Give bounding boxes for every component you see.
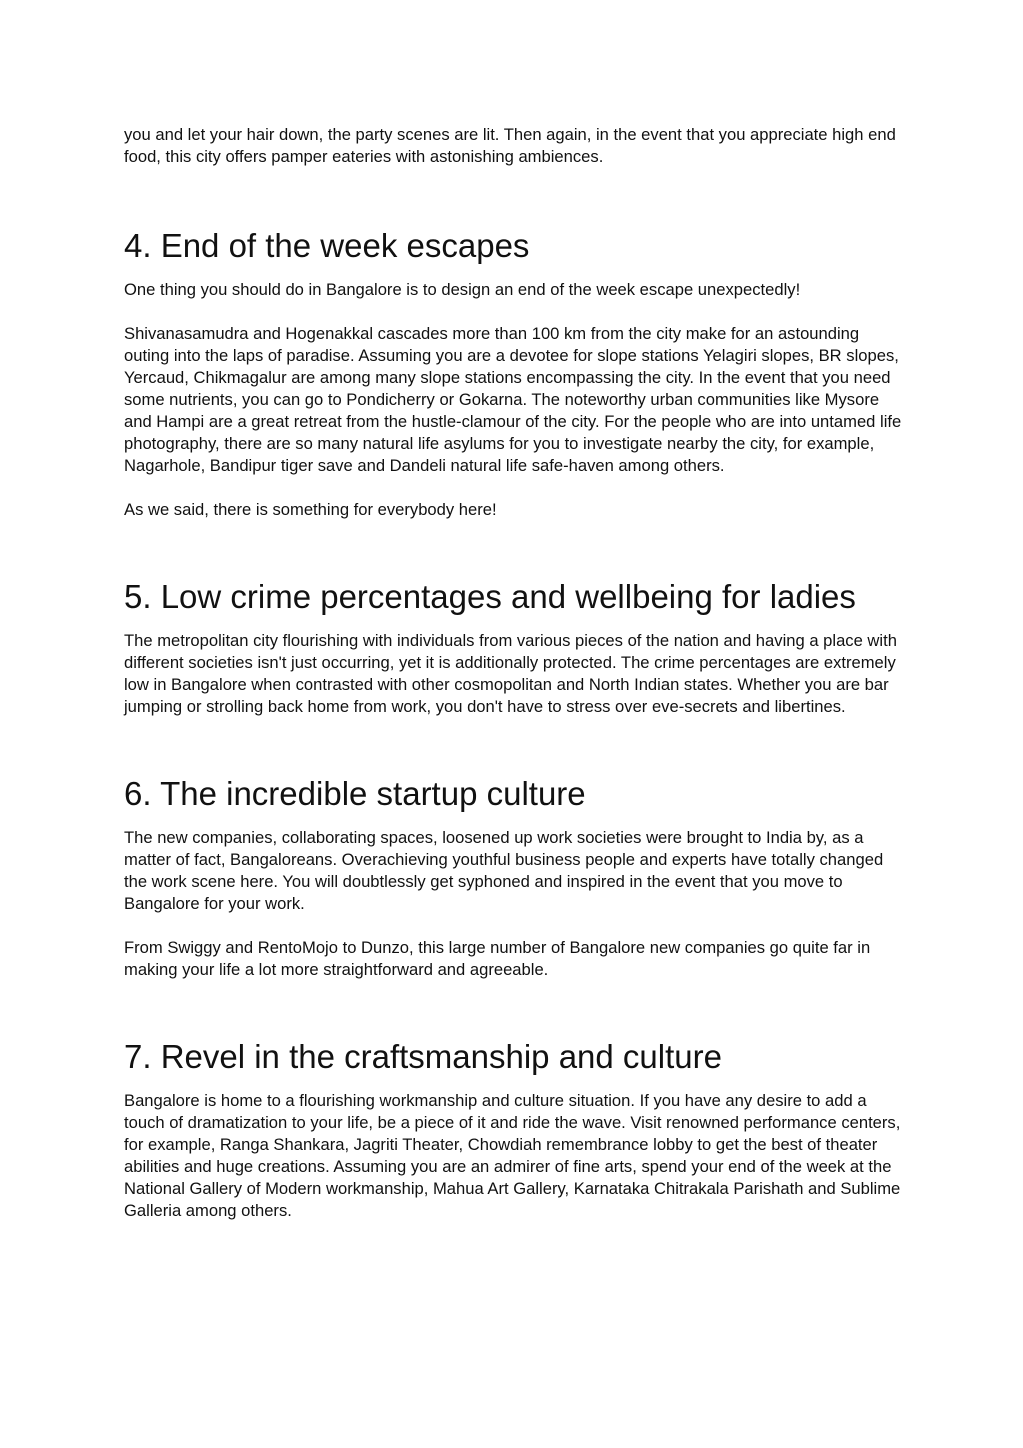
document-page [124,124,904,1222]
section-paragraph: Shivanasamudra and Hogenakkal cascades more than 100 km from the city make for an astounding outing into the laps of paradise. Assuming you are a devotee for slope stations Yelagiri slopes, BR slopes, Yercaud, Chikmagalur are among many slope stations encompassing the city. In the event that you need some nutrients, you can go to Pondicherry or Gokarna. The noteworthy urban communities like Mysore and Hampi are a great retreat from the hustle-clamour of the city. For the people who are into untamed life photography, there are so many natural life asylums for you to investigate nearby the city, for example, Nagarhole, Bandipur tiger save and Dandeli natural life safe-haven among others. [124,324,902,475]
section-paragraph: From Swiggy and RentoMojo to Dunzo, this large number of Bangalore new companies go quite far in making your life a lot more straightforward and agreeable. [124,938,871,979]
section-paragraph: As we said, there is something for everybody here! [124,500,497,519]
section-paragraph: The new companies, collaborating spaces, loosened up work societies were brought to India by, as a matter of fact, Bangaloreans. Overachieving youthful business people and experts have totally changed the work scene here. You will doubtlessly get syphoned and inspired in the event that you move to Bangalore for your work. [124,828,884,913]
intro-paragraph: you and let your hair down, the party scenes are lit. Then again, in the event that you appreciate high end food, this city offers pamper eateries with astonishing ambiences. [124,125,896,166]
section-craftsmanship-culture [124,1037,904,1222]
section-weekend-escapes [124,226,904,521]
section-startup-culture [124,774,904,981]
section-low-crime [124,577,904,718]
section-paragraph: One thing you should do in Bangalore is to design an end of the week escape unexpectedly! [124,280,801,299]
section-heading: 6. The incredible startup culture [124,775,586,812]
section-heading: 4. End of the week escapes [124,227,530,264]
section-paragraph: Bangalore is home to a flourishing workmanship and culture situation. If you have any desire to add a touch of dramatization to your life, be a piece of it and ride the wave. Visit renowned performance centers, for example, Ranga Shankara, Jagriti Theater, Chowdiah remembrance lobby to get the best of theater abilities and huge creations. Assuming you are an admirer of fine arts, spend your end of the week at the National Gallery of Modern workmanship, Mahua Art Gallery, Karnataka Chitrakala Parishath and Sublime Galleria among others. [124,1091,901,1220]
section-paragraph: The metropolitan city flourishing with individuals from various pieces of the nation and having a place with different societies isn't just occurring, yet it is additionally protected. The crime percentages are extremely low in Bangalore when contrasted with other cosmopolitan and North Indian states. Whether you are bar jumping or strolling back home from work, you don't have to stress over eve-secrets and libertines. [124,631,897,716]
section-heading: 5. Low crime percentages and wellbeing for ladies [124,578,856,615]
section-heading: 7. Revel in the craftsmanship and culture [124,1038,722,1075]
